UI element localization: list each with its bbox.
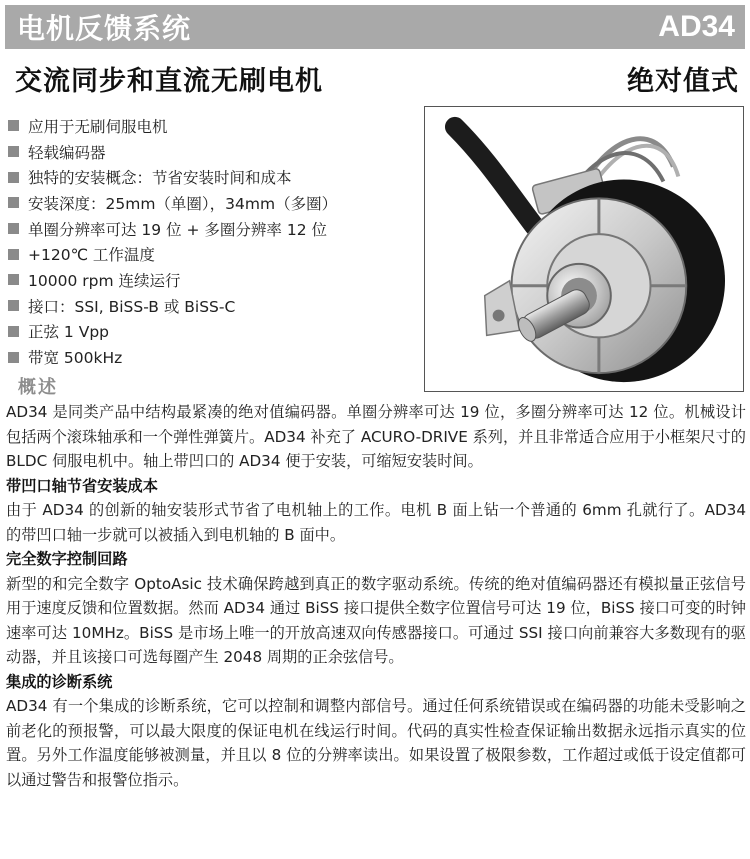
bullet-square-icon (8, 352, 19, 363)
feature-item: 正弦 1 Vpp (8, 319, 408, 345)
section-title: 带凹口轴节省安装成本 (6, 476, 158, 495)
bullet-square-icon (8, 172, 19, 183)
feature-item: 接口：SSI, BiSS-B 或 BiSS-C (8, 293, 408, 319)
subtitle-right: 绝对值式 (627, 65, 739, 97)
subtitle-left: 交流同步和直流无刷电机 (15, 65, 323, 97)
feature-item: 应用于无刷伺服电机 (8, 113, 408, 139)
bullet-square-icon (8, 300, 19, 311)
section-title: 完全数字控制回路 (6, 550, 128, 568)
bullet-square-icon (8, 120, 19, 131)
product-code: AD34 (658, 10, 735, 43)
bullet-square-icon (8, 146, 19, 157)
section-text: 新型的和完全数字 OptoAsic 技术确保跨越到真正的数字驱动系统。传统的绝对值编码器还有模拟量正弦信号用于速度反馈和位置数据。然而 AD34 通过 BiSS 接口提供全数字位置信号可达 19 位，BiSS 接口可变的时钟速率可达 10MHz。BiSS 是市场上唯一的开放高速双向传感器接口。可通过 SSI 接口向前兼容大多数现有的驱动器，并且该接口可选每圈产生 2048 周期的正余弦信号。 (6, 574, 746, 666)
feature-item: 单圈分辨率可达 19 位 + 多圈分辨率 12 位 (8, 216, 408, 242)
subtitle-row (5, 58, 745, 98)
bullet-square-icon (8, 249, 19, 260)
overview-text: AD34 是同类产品中结构最紧凑的绝对值编码器。单圈分辨率可达 19 位，多圈分辨率可达 12 位。机械设计包括两个滚珠轴承和一个弹性弹簧片。AD34 补充了 ACURO-DRIVE 系列，并且非常适合应用于小框架尺寸的 BLDC 伺服电机中。轴上带凹口的 AD34 便于安装，可缩短安装时间。 (6, 403, 746, 470)
overview-title: 概述 (18, 377, 58, 398)
feature-list (8, 113, 408, 370)
feature-item: 带宽 500kHz (8, 344, 408, 370)
section-title: 集成的诊断系统 (6, 672, 113, 691)
product-photo (424, 106, 744, 392)
bullet-square-icon (8, 223, 19, 234)
feature-item: 轻载编码器 (8, 139, 408, 165)
bullet-square-icon (8, 197, 19, 208)
feature-item: +120℃ 工作温度 (8, 241, 408, 267)
bullet-square-icon (8, 326, 19, 337)
feature-item: 安装深度：25mm（单圈），34mm（多圈） (8, 190, 408, 216)
section-text: AD34 有一个集成的诊断系统，它可以控制和调整内部信号。通过任何系统错误或在编码器的功能未受影响之前老化的预报警，可以最大限度的保证电机在线运行时间。代码的真实性检查保证输出数据永远指示真实的位置。另外工作温度能够被测量，并且以 8 位的分辨率读出。如果设置了极限参数，工作超过或低于设定值都可以通过警告和报警位指示。 (6, 697, 746, 789)
encoder-illustration (425, 107, 743, 391)
section-text: 由于 AD34 的创新的轴安装形式节省了电机轴上的工作。电机 B 面上钻一个普通的 6mm 孔就行了。AD34 的带凹口轴一步就可以被插入到电机轴的 B 面中。 (6, 501, 746, 544)
bullet-square-icon (8, 274, 19, 285)
header-title: 电机反馈系统 (17, 12, 192, 45)
feature-item: 独特的安装概念：节省安装时间和成本 (8, 164, 408, 190)
feature-item: 10000 rpm 连续运行 (8, 267, 408, 293)
header-bar (5, 5, 745, 49)
document-body (6, 400, 746, 792)
